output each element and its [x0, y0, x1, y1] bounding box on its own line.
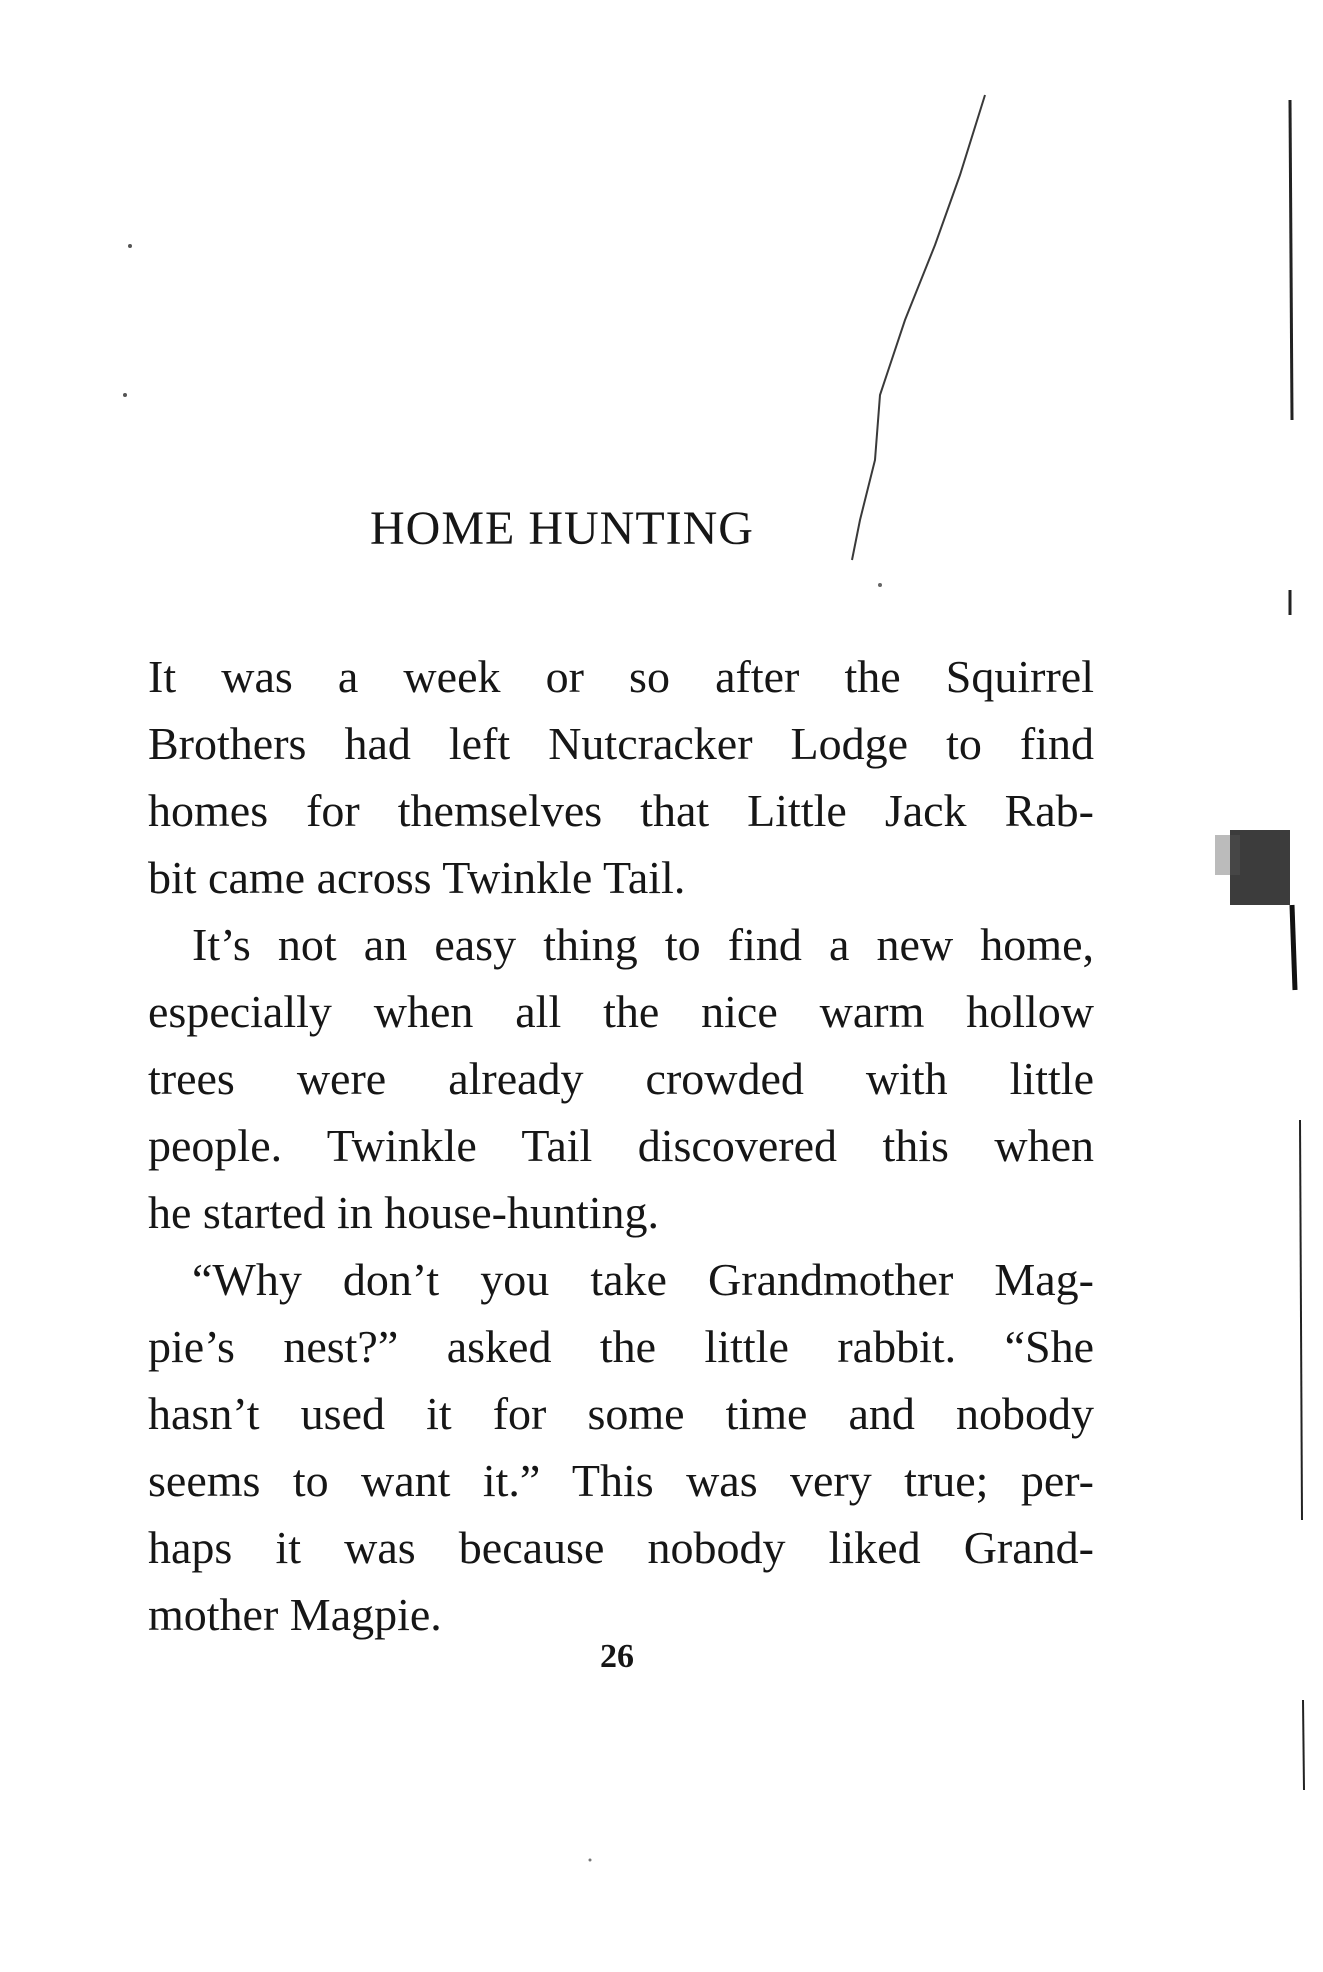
text-line: hasn’t used it for some time and nobody: [148, 1388, 1094, 1439]
binding-edge-mark: [1290, 100, 1292, 420]
text-line: mother Magpie.: [148, 1589, 442, 1640]
text-line: especially when all the nice warm hollow: [148, 986, 1094, 1037]
speck: [123, 393, 127, 397]
text-line: seems to want it.” This was very true; per-: [148, 1455, 1094, 1506]
text-line: It’s not an easy thing to find a new home,: [192, 919, 1094, 970]
speck: [878, 583, 882, 587]
text-line: people. Twinkle Tail discovered this when: [148, 1120, 1094, 1171]
binding-edge-mark: [1303, 1700, 1304, 1790]
page-crease-line: [852, 95, 985, 560]
ink-smudge: [1215, 835, 1240, 875]
speck: [128, 244, 132, 248]
text-line: homes for themselves that Little Jack Rab-: [148, 785, 1094, 836]
text-line: “Why don’t you take Grandmother Mag-: [192, 1254, 1094, 1305]
page-number: 26: [600, 1638, 634, 1675]
binding-edge-mark: [1292, 905, 1295, 990]
text-line: he started in house-hunting.: [148, 1187, 660, 1238]
text-line: Brothers had left Nutcracker Lodge to find: [148, 718, 1094, 769]
binding-edge-mark: [1300, 1120, 1302, 1520]
text-line: It was a week or so after the Squirrel: [148, 651, 1094, 702]
speck: [589, 1859, 592, 1862]
text-line: haps it was because nobody liked Grand-: [148, 1522, 1094, 1573]
chapter-title: HOME HUNTING: [370, 502, 754, 555]
text-line: bit came across Twinkle Tail.: [148, 852, 686, 903]
text-line: pie’s nest?” asked the little rabbit. “She: [148, 1321, 1094, 1372]
text-line: trees were already crowded with little: [148, 1053, 1094, 1104]
chapter-text: [148, 643, 1094, 1648]
